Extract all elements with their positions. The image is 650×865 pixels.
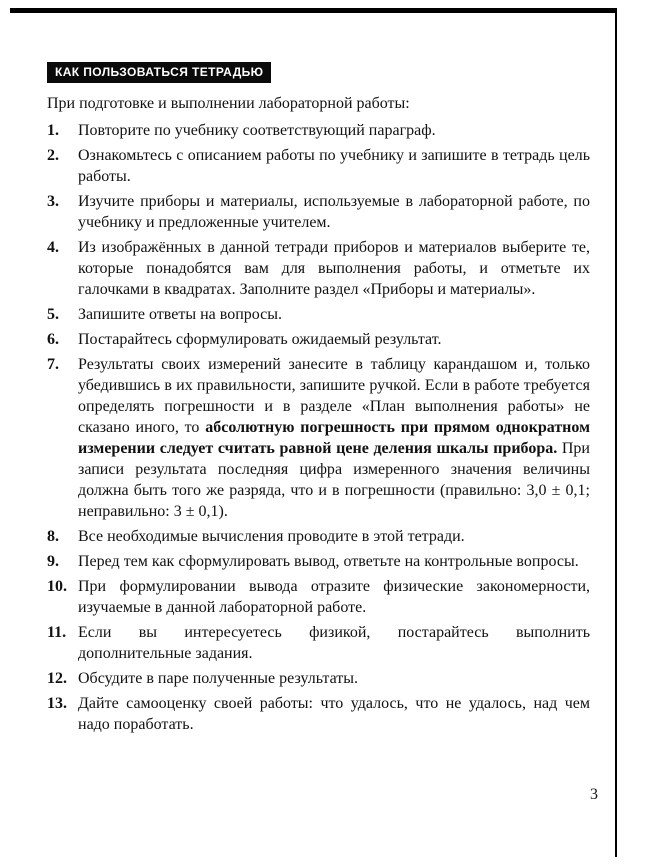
page-content — [47, 62, 590, 739]
list-item — [47, 622, 590, 664]
list-item — [47, 526, 590, 547]
list-item — [47, 354, 590, 522]
item-number: 8. — [47, 528, 59, 545]
top-rule — [10, 8, 617, 13]
list-item — [47, 693, 590, 735]
item-text: Из изображённых в данной тетради приборов и материалов выберите те, которые понадобятся вам для выполнения работы, и отметьте их галочками в квадратах. Заполните раздел «Приборы и материалы». — [78, 239, 590, 298]
item-text: Постарайтесь сформулировать ожидаемый результат. — [78, 331, 442, 348]
item-number: 12. — [47, 670, 67, 687]
item-text: При формулировании вывода отразите физические закономерности, изучаемые в данной лабораторной работе. — [78, 578, 590, 616]
item-text: Ознакомьтесь с описанием работы по учебнику и запишите в тетрадь цель работы. — [78, 147, 590, 185]
item-number: 3. — [47, 193, 59, 210]
item-text-normal: При записи результата последняя цифра измеренного значения величины должна быть того же разряда, что и в погрешности (правильно: 3,0 ± 0,1; неправильно: 3 ± 0,1). — [78, 440, 590, 520]
list-item — [47, 329, 590, 350]
item-text-bold: абсолютную погрешность при прямом однократном измерении следует считать равной цене деления шкалы прибора. — [78, 419, 590, 457]
intro-text: При подготовке и выполнении лабораторной работы: — [47, 95, 410, 112]
item-text: Дайте самооценку своей работы: что удалось, что не удалось, над чем надо поработать. — [78, 695, 590, 733]
item-number: 5. — [47, 306, 59, 323]
list-item — [47, 145, 590, 187]
item-number: 7. — [47, 356, 59, 373]
list-item — [47, 304, 590, 325]
list-item — [47, 120, 590, 141]
item-number: 2. — [47, 147, 59, 164]
item-text: Все необходимые вычисления проводите в этой тетради. — [78, 528, 465, 545]
page-number: 3 — [590, 786, 598, 803]
list-item — [47, 237, 590, 300]
instruction-list — [47, 120, 590, 735]
item-number: 4. — [47, 239, 59, 256]
item-number: 6. — [47, 331, 59, 348]
right-rule — [615, 8, 617, 857]
item-text: Повторите по учебнику соответствующий параграф. — [78, 122, 436, 139]
list-item — [47, 668, 590, 689]
list-item — [47, 551, 590, 572]
item-number: 10. — [47, 578, 67, 595]
item-text: Изучите приборы и материалы, используемые в лабораторной работе, по учебнику и предложенные учителем. — [78, 193, 590, 231]
item-text: Перед тем как сформулировать вывод, ответьте на контрольные вопросы. — [78, 553, 579, 570]
list-item — [47, 576, 590, 618]
item-number: 9. — [47, 553, 59, 570]
item-number: 1. — [47, 122, 59, 139]
item-number: 13. — [47, 695, 67, 712]
item-text — [78, 354, 590, 522]
item-text: Обсудите в паре полученные результаты. — [78, 670, 359, 687]
list-item — [47, 191, 590, 233]
item-text-normal: Результаты своих измерений занесите в таблицу карандашом и, только убедившись в их правильности, запишите ручкой. Если в работе требуется определять погрешности и в разделе «План выполнения работы» не сказано иного, то — [78, 356, 590, 436]
section-badge: КАК ПОЛЬЗОВАТЬСЯ ТЕТРАДЬЮ — [47, 62, 271, 83]
item-number: 11. — [47, 624, 67, 641]
item-text: Если вы интересуетесь физикой, постарайтесь выполнить дополнительные задания. — [78, 624, 590, 662]
item-text: Запишите ответы на вопросы. — [78, 306, 283, 323]
